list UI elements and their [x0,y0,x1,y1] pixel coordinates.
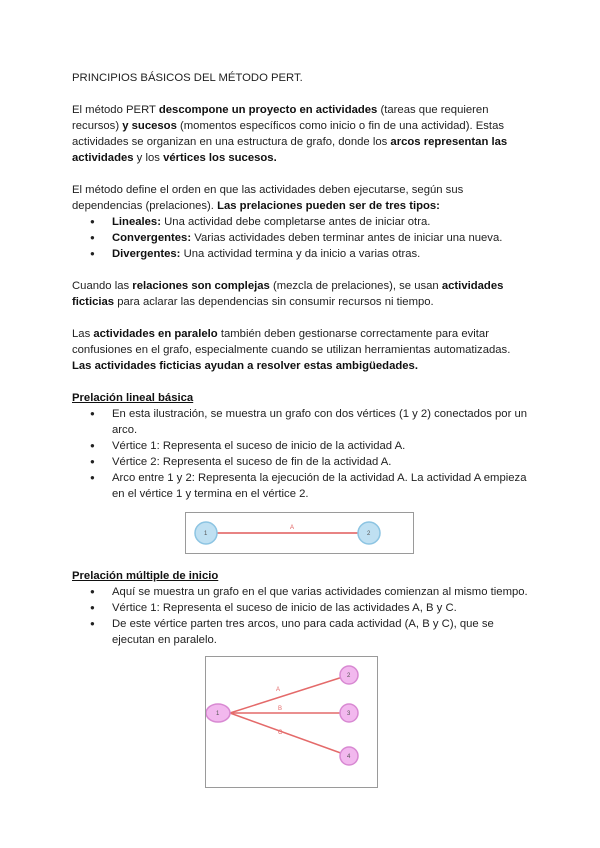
list-item [112,214,532,230]
multiple-start-graph [206,657,377,787]
vertex-4-label: 4 [347,754,351,760]
vertex-1-label: 1 [204,531,208,537]
bold-run: Divergentes: [112,248,181,260]
list-item: ● Vértice 1: Representa el suceso de inicio de las actividades A, B y C. [112,600,532,616]
bold-run: y sucesos [122,120,177,132]
linear-diagram-figure [185,512,414,554]
bold-run: Convergentes: [112,232,192,244]
arc-label-a: A [276,687,281,693]
list-item [112,230,532,246]
intro-paragraph [72,102,532,166]
document-body [72,70,532,788]
arc-label-a: A [290,525,295,531]
parallel-activities-paragraph [72,326,532,374]
linear-bullets [72,406,532,502]
text-run: (mezcla de prelaciones), se usan [269,280,442,292]
bold-run: actividades ficticias [72,280,504,308]
section-heading-linear: Prelación lineal básica [72,392,194,404]
bold-run: Las actividades ficticias ayudan a resolver estas ambigüedades. [72,360,418,372]
bold-run: descompone un proyecto en actividades [158,104,378,116]
text-run: para aclarar las dependencias sin consumir recursos ni tiempo. [114,296,434,308]
prelations-paragraph [72,182,532,214]
bold-run: Las prelaciones pueden ser de tres tipos: [217,200,440,212]
list-item: ● Arco entre 1 y 2: Representa la ejecución de la actividad A. La actividad A empieza en el vértice 1 y termina en el vértice 2. [112,470,532,502]
text-run: Una actividad termina y da inicio a varias otras. [180,248,421,260]
text-run: El método define el orden en que las actividades deben ejecutarse, según sus dependencias (prelaciones). [72,184,464,212]
list-item: ● Vértice 1: Representa el suceso de inicio de la actividad A. [112,438,532,454]
section-heading-multiple: Prelación múltiple de inicio [72,570,219,582]
list-item: ● Aquí se muestra un grafo en el que varias actividades comienzan al mismo tiempo. [112,584,532,600]
vertex-2-label: 2 [367,531,371,537]
multiple-diagram-figure [205,656,378,788]
arc-label-b: B [278,706,283,712]
text-run: Una actividad debe completarse antes de iniciar otra. [160,216,431,228]
text-run: y los [133,152,164,164]
prelation-types-list [72,214,532,262]
arc-c [230,713,349,756]
bold-run: actividades en paralelo [93,328,218,340]
vertex-3-label: 3 [347,711,351,717]
list-item: ● Vértice 2: Representa el suceso de fin de la actividad A. [112,454,532,470]
arc-label-c: C [278,730,283,736]
linear-graph [186,513,413,553]
text-run: (tareas que requieren recursos) [72,104,489,132]
page-title: PRINCIPIOS BÁSICOS DEL MÉTODO PERT. [72,72,303,84]
bold-run: vértices los sucesos. [163,152,277,164]
multiple-bullets [72,584,532,648]
text-run: Las [72,328,94,340]
vertex-2-label: 2 [347,673,351,679]
bold-run: relaciones son complejas [132,280,270,292]
list-item: ● En esta ilustración, se muestra un grafo con dos vértices (1 y 2) conectados por un arco. [112,406,532,438]
list-item [112,246,532,262]
text-run: Varias actividades deben terminar antes de iniciar una nueva. [191,232,503,244]
bold-run: Lineales: [112,216,161,228]
text-run: también deben gestionarse correctamente para evitar confusiones en el grafo, especialmente cuando se utilizan herramientas automatizadas. [72,328,511,356]
text-run: Cuando las [72,280,133,292]
list-item: ● De este vértice parten tres arcos, uno para cada actividad (A, B y C), que se ejecutan en paralelo. [112,616,532,648]
arc-a [230,675,349,713]
text-run: (momentos específicos como inicio o fin de una actividad). Estas actividades se organizan en una estructura de grafo, donde los [72,120,504,148]
vertex-1-label: 1 [216,711,220,717]
text-run: El método PERT [72,104,159,116]
bold-run: arcos representan las actividades [72,136,508,164]
complex-relations-paragraph [72,278,532,310]
